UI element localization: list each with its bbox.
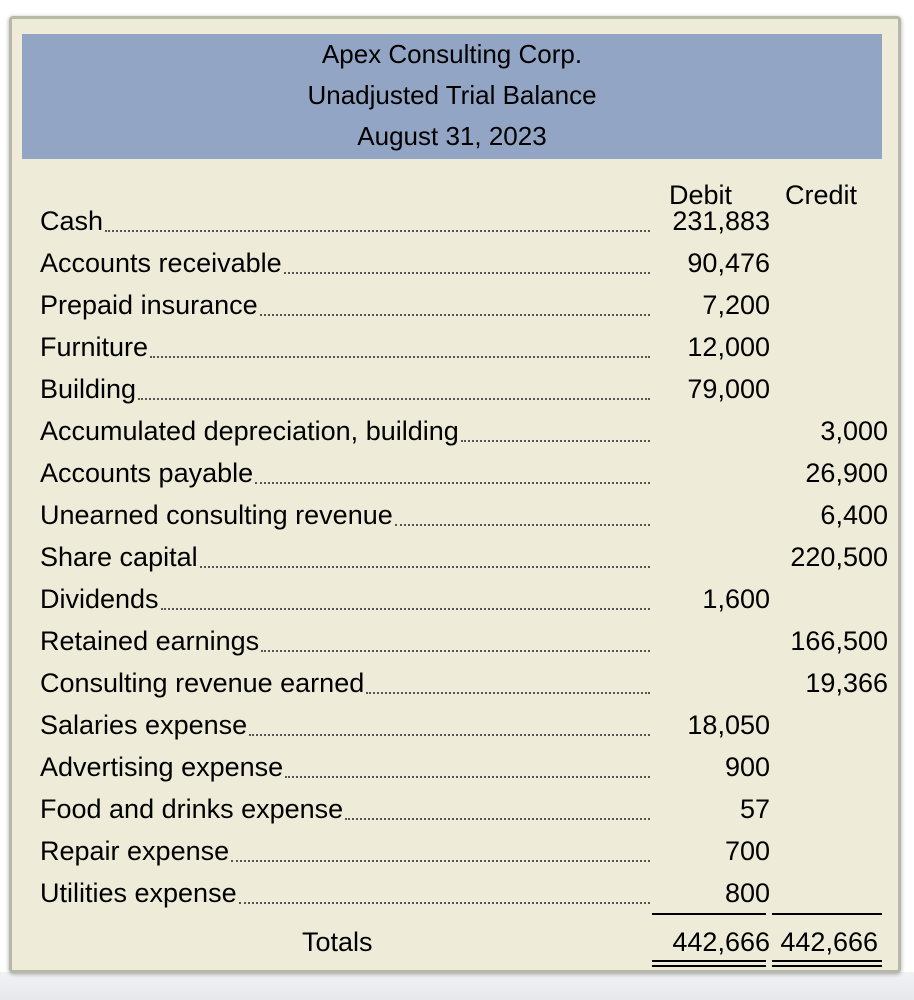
account-row (40, 620, 890, 662)
debit-amount: 79,000 (687, 374, 770, 404)
credit-amount: 166,500 (790, 626, 888, 656)
debit-amount: 1,600 (702, 584, 770, 614)
account-row (40, 536, 890, 578)
account-row (40, 452, 890, 494)
trial-balance-panel (9, 16, 901, 973)
account-row (40, 242, 890, 284)
account-row (40, 872, 890, 914)
account-name: Unearned consulting revenue (40, 500, 393, 530)
dot-leader (395, 524, 650, 526)
account-name: Furniture (40, 332, 149, 362)
dot-leader (261, 650, 650, 652)
debit-column-header: Debit (669, 180, 733, 210)
credit-subtotal-rule (772, 913, 882, 915)
debit-amount: 231,883 (672, 206, 770, 236)
account-name: Food and drinks expense (40, 794, 344, 824)
dot-leader (105, 230, 650, 232)
debit-amount: 900 (724, 752, 770, 782)
account-row (40, 494, 890, 536)
account-row (40, 830, 890, 872)
account-name: Salaries expense (40, 710, 248, 740)
debit-amount: 18,050 (687, 710, 770, 740)
debit-amount: 700 (724, 836, 770, 866)
dot-leader (249, 734, 650, 736)
dot-leader (138, 398, 650, 400)
totals-credit: 442,666 (780, 927, 878, 957)
report-date: August 31, 2023 (357, 121, 547, 151)
account-name: Prepaid insurance (40, 290, 258, 320)
dot-leader (255, 482, 650, 484)
dot-leader (200, 566, 650, 568)
company-name: Apex Consulting Corp. (321, 39, 583, 69)
dot-leader (366, 692, 650, 694)
dot-leader (150, 356, 650, 358)
account-row (40, 368, 890, 410)
account-row (40, 578, 890, 620)
credit-amount: 26,900 (805, 458, 888, 488)
account-name: Building (40, 374, 137, 404)
dot-leader (461, 440, 650, 442)
account-name: Advertising expense (40, 752, 284, 782)
account-row (40, 326, 890, 368)
account-name: Repair expense (40, 836, 230, 866)
credit-amount: 220,500 (790, 542, 888, 572)
credit-amount: 6,400 (820, 500, 888, 530)
account-row (40, 662, 890, 704)
debit-amount: 90,476 (687, 248, 770, 278)
dot-leader (231, 860, 650, 862)
account-row (40, 284, 890, 326)
background-strip (0, 972, 914, 1000)
dot-leader (239, 902, 650, 904)
dot-leader (161, 608, 650, 610)
debit-amount: 57 (739, 794, 770, 824)
totals-label: Totals (302, 927, 373, 957)
account-name: Accounts receivable (40, 248, 282, 278)
account-name: Accounts payable (40, 458, 254, 488)
dot-leader (260, 314, 650, 316)
debit-amount: 800 (724, 878, 770, 908)
credit-amount: 19,366 (805, 668, 888, 698)
account-name: Consulting revenue earned (40, 668, 365, 698)
account-name: Cash (40, 206, 104, 236)
totals-debit: 442,666 (672, 927, 770, 957)
account-name: Utilities expense (40, 878, 237, 908)
report-title: Unadjusted Trial Balance (307, 80, 597, 110)
account-name: Retained earnings (40, 626, 260, 656)
credit-amount: 3,000 (820, 416, 888, 446)
debit-total-double-rule (652, 960, 766, 967)
report-header (22, 34, 882, 159)
account-name: Accumulated depreciation, building (40, 416, 459, 446)
account-row (40, 746, 890, 788)
account-row (40, 200, 890, 242)
debit-amount: 7,200 (702, 290, 770, 320)
dot-leader (284, 272, 650, 274)
account-row (40, 704, 890, 746)
dot-leader (285, 776, 650, 778)
account-name: Dividends (40, 584, 159, 614)
debit-subtotal-rule (652, 913, 766, 915)
credit-total-double-rule (772, 960, 882, 967)
credit-column-header: Credit (785, 180, 858, 210)
debit-amount: 12,000 (687, 332, 770, 362)
account-row (40, 410, 890, 452)
account-name: Share capital (40, 542, 198, 572)
account-row (40, 788, 890, 830)
